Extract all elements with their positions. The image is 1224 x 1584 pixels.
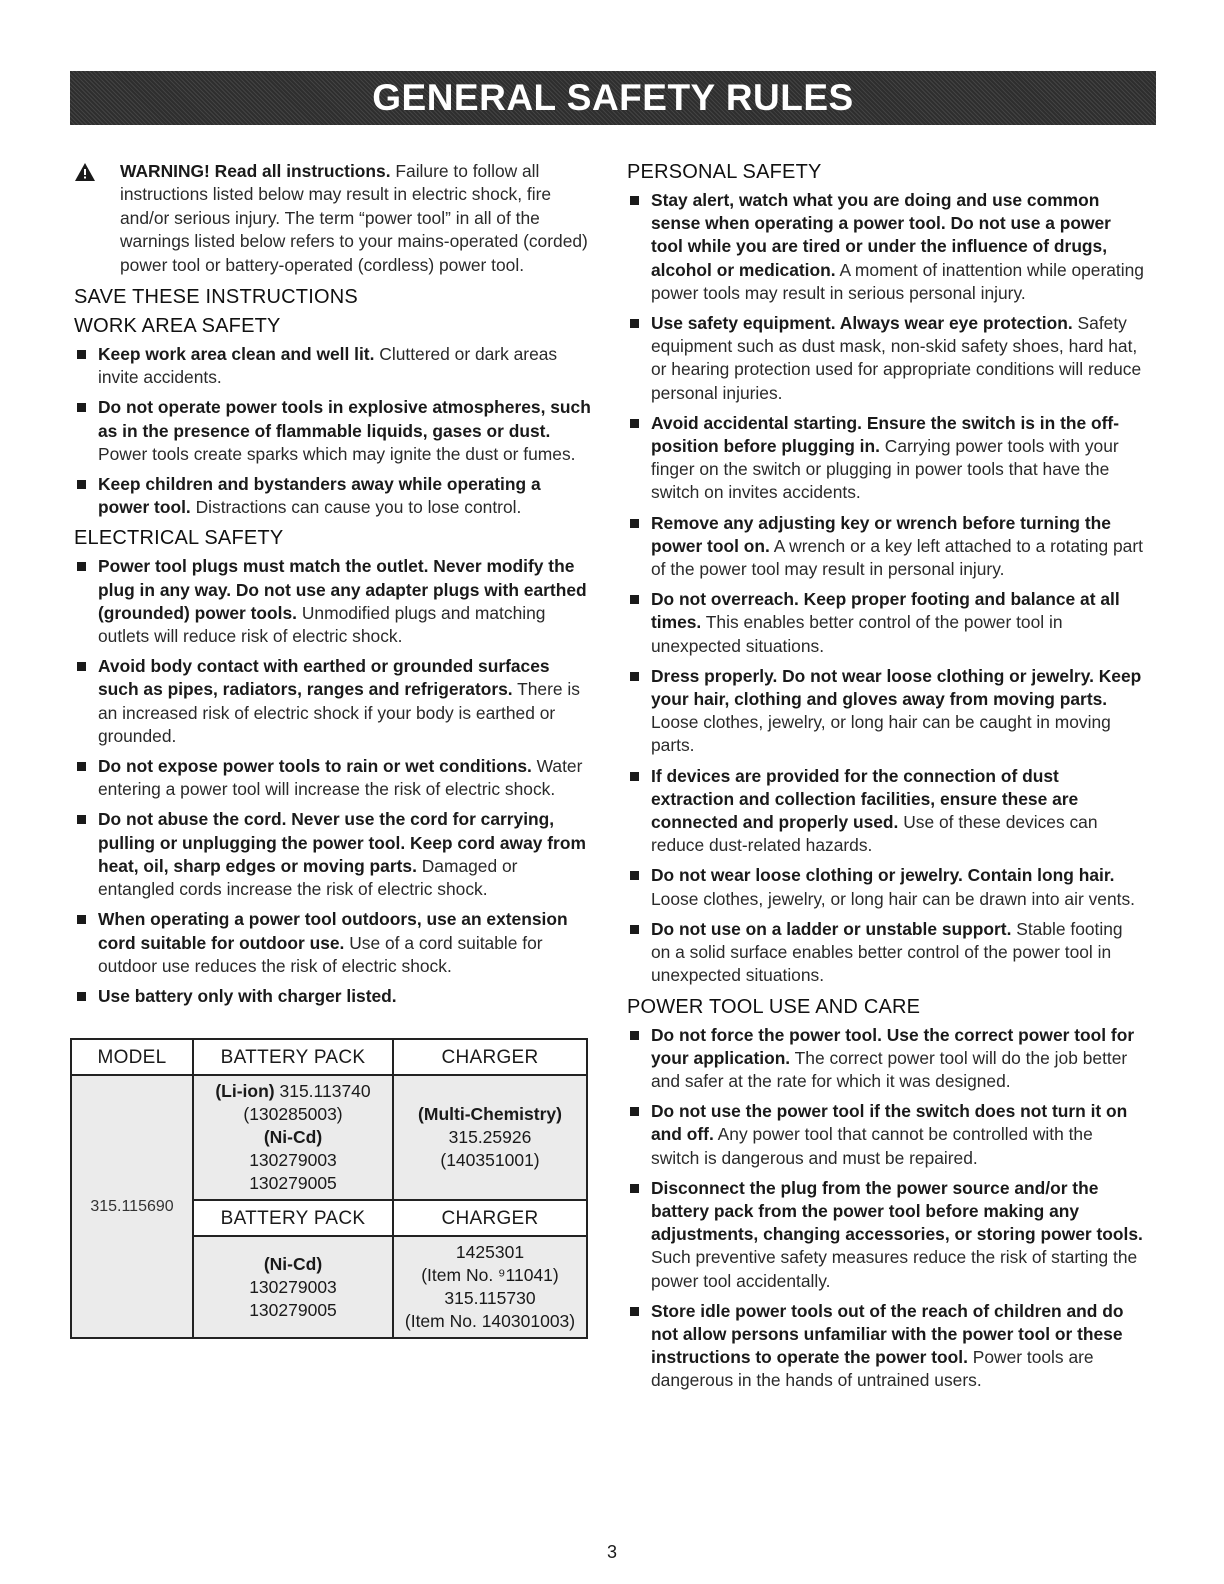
list-item — [627, 312, 1145, 405]
work-area-heading: WORK AREA SAFETY — [74, 315, 281, 338]
model-cell: 315.115690 — [71, 1075, 193, 1338]
charger-header: CHARGER — [393, 1039, 587, 1075]
item-bold: Store idle power tools out of the reach of children and do not allow persons unfamiliar with the power tool or these instructions to operate the power tool. — [651, 1300, 1124, 1368]
list-item — [627, 765, 1145, 858]
charger-cell-2 — [393, 1236, 587, 1338]
charger-value: 315.115730 — [444, 1288, 536, 1309]
item-text: Any power tool that cannot be controlled with the switch is dangerous and must be repaired. — [651, 1124, 1093, 1168]
list-item — [74, 908, 594, 978]
item-bold: Remove any adjusting key or wrench before turning the power tool on. — [651, 512, 1111, 556]
ni-cd-label: (Ni-Cd) — [263, 1253, 323, 1274]
item-bold: Keep children and bystanders away while operating a power tool. — [98, 474, 541, 518]
list-item — [74, 655, 594, 748]
item-bold: Use safety equipment. Always wear eye protection. — [651, 313, 1073, 334]
item-text: Distractions can cause you to lose control. — [190, 497, 522, 518]
bullet-icon — [630, 519, 639, 528]
item-bold: Do not operate power tools in explosive atmospheres, such as in the presence of flammable liquids, gases or dust. — [98, 397, 591, 441]
item-bold: Stay alert, watch what you are doing and use common sense when operating a power tool. Do not use a power tool while you are tired or under the influence of drugs, alcohol or medication. — [651, 190, 1111, 280]
list-item — [627, 1177, 1145, 1293]
item-bold: Avoid accidental starting. Ensure the switch is in the off-position before plugging in. — [651, 412, 1120, 457]
list-item — [74, 555, 594, 648]
item-text: Cluttered or dark areas invite accidents. — [98, 344, 558, 388]
power-tool-list — [627, 1024, 1145, 1393]
item-bold: Do not expose power tools to rain or wet conditions. — [98, 756, 532, 777]
personal-heading: PERSONAL SAFETY — [627, 161, 822, 183]
charger-cell-1 — [393, 1075, 587, 1200]
list-item — [627, 189, 1145, 305]
battery-cell-2 — [193, 1236, 393, 1338]
save-instructions-heading: SAVE THESE INSTRUCTIONS — [74, 286, 358, 309]
right-column — [627, 160, 1145, 1400]
item-bold: Do not use the power tool if the switch does not turn it on and off. — [651, 1101, 1128, 1145]
electrical-list — [74, 555, 594, 1008]
battery-value: (130285003) — [243, 1104, 343, 1125]
item-bold: Do not abuse the cord. Never use the cord for carrying, pulling or unplugging the power tool. Keep cord away from heat, oil, sharp edges or moving parts. — [98, 809, 586, 876]
battery-header: BATTERY PACK — [193, 1039, 393, 1075]
bullet-icon — [77, 562, 86, 571]
item-bold: Do not overreach. Keep proper footing and balance at all times. — [651, 589, 1120, 633]
battery-charger-table — [70, 1038, 588, 1339]
electrical-heading: ELECTRICAL SAFETY — [74, 527, 284, 550]
work-area-list — [74, 343, 594, 519]
item-bold: Do not wear loose clothing or jewelry. Contain long hair. — [651, 865, 1115, 886]
item-text: The correct power tool will do the job better and safer at the rate for which it was designed. — [651, 1047, 1128, 1091]
item-text: This enables better control of the power tool in unexpected situations. — [651, 612, 1063, 656]
battery-cell-1 — [193, 1075, 393, 1200]
item-bold: Avoid body contact with earthed or grounded surfaces such as pipes, radiators, ranges and refrigerators. — [98, 656, 550, 700]
list-item — [74, 808, 594, 901]
bullet-icon — [630, 925, 639, 934]
charger-header-2: CHARGER — [393, 1200, 587, 1236]
item-text: Loose clothes, jewelry, or long hair can be drawn into air vents. — [651, 888, 1135, 909]
bullet-icon — [630, 419, 639, 428]
bullet-icon — [77, 662, 86, 671]
list-item — [627, 1024, 1145, 1094]
warning-block — [74, 160, 594, 277]
bullet-icon — [630, 1107, 639, 1116]
battery-value: 130279005 — [249, 1299, 337, 1320]
bullet-icon — [77, 403, 86, 412]
charger-value: 315.25926 — [448, 1127, 532, 1148]
item-bold: Use battery only with charger listed. — [98, 985, 397, 1006]
bullet-icon — [77, 350, 86, 359]
item-bold: When operating a power tool outdoors, use an extension cord suitable for outdoor use. — [98, 909, 568, 953]
item-bold: Power tool plugs must match the outlet. Never modify the plug in any way. Do not use any adapter plugs with earthed (grounded) power tools. — [98, 556, 587, 623]
bullet-icon — [630, 196, 639, 205]
list-item — [627, 918, 1145, 988]
charger-value: (140351001) — [440, 1150, 540, 1171]
battery-header-2: BATTERY PACK — [193, 1200, 393, 1236]
li-ion-label: (Li-ion) — [215, 1081, 275, 1102]
item-text: A wrench or a key left attached to a rotating part of the power tool may result in personal injury. — [651, 535, 1143, 580]
item-bold: Do not use on a ladder or unstable support. — [651, 918, 1012, 939]
list-item — [74, 473, 594, 519]
item-text: Water entering a power tool will increase the risk of electric shock. — [98, 756, 583, 800]
bullet-icon — [630, 871, 639, 880]
personal-list — [627, 189, 1145, 988]
warning-lead: WARNING! Read all instructions. — [120, 161, 391, 181]
bullet-icon — [630, 1184, 639, 1193]
page-title: GENERAL SAFETY RULES — [372, 77, 854, 118]
charger-table-wrap — [70, 1038, 594, 1339]
item-bold: Disconnect the plug from the power source and/or the battery pack from the power tool before making any adjustments, changing accessories, or storing power tools. — [651, 1177, 1143, 1245]
item-text: Unmodified plugs and matching outlets will reduce risk of electric shock. — [98, 602, 546, 647]
bullet-icon — [630, 319, 639, 328]
list-item — [627, 588, 1145, 658]
list-item — [74, 343, 594, 389]
bullet-icon — [77, 915, 86, 924]
item-text: Damaged or entangled cords increase the risk of electric shock. — [98, 855, 518, 900]
ni-cd-label: (Ni-Cd) — [263, 1127, 323, 1148]
model-header: MODEL — [71, 1039, 193, 1075]
item-text: Safety equipment such as dust mask, non-skid safety shoes, hard hat, or hearing protection used for appropriate conditions will reduce personal injuries. — [651, 313, 1142, 403]
item-text: Use of a cord suitable for outdoor use reduces the risk of electric shock. — [98, 932, 543, 976]
item-text: A moment of inattention while operating power tools may result in serious personal injury. — [651, 259, 1144, 303]
item-text: Power tools are dangerous in the hands of untrained users. — [651, 1347, 1094, 1391]
battery-value: 130279003 — [249, 1150, 337, 1171]
multi-chemistry-label: (Multi-Chemistry) — [418, 1104, 562, 1125]
item-bold: If devices are provided for the connection of dust extraction and collection facilities, ensure these are connected and properly used. — [651, 765, 1079, 833]
battery-value: 315.113740 — [274, 1081, 371, 1102]
item-text: Loose clothes, jewelry, or long hair can be caught in moving parts. — [651, 712, 1111, 756]
bullet-icon — [630, 595, 639, 604]
left-column — [74, 160, 594, 1339]
item-text: Carrying power tools with your finger on the switch or plugging in power tools that have the switch on invites accidents. — [651, 436, 1119, 503]
warning-text: Failure to follow all instructions listed below may result in electric shock, fire and/or serious injury. The term “power tool” in all of the warnings listed below refers to your mains-operated (corded) power tool or battery-operated (cordless) power tool. — [120, 161, 588, 275]
title-banner — [70, 71, 1156, 125]
list-item — [627, 665, 1145, 758]
item-bold: Dress properly. Do not wear loose clothing or jewelry. Keep your hair, clothing and gloves away from moving parts. — [651, 665, 1142, 710]
battery-value: 130279003 — [249, 1276, 337, 1297]
item-text: Use of these devices can reduce dust-related hazards. — [651, 812, 1098, 856]
charger-value: (Item No. 140301003) — [404, 1311, 576, 1332]
item-text: Such preventive safety measures reduce the risk of starting the power tool accidentally. — [651, 1247, 1138, 1291]
list-item — [627, 1300, 1145, 1393]
list-item — [74, 985, 594, 1008]
list-item — [627, 412, 1145, 505]
bullet-icon — [77, 480, 86, 489]
item-text: There is an increased risk of electric shock if your body is earthed or grounded. — [98, 679, 580, 746]
bullet-icon — [77, 762, 86, 771]
list-item — [627, 864, 1145, 910]
item-text: Stable footing on a solid surface enables better control of the power tool in unexpected situations. — [651, 918, 1123, 986]
list-item — [627, 1100, 1145, 1170]
bullet-icon — [630, 772, 639, 781]
charger-value: 1425301 — [455, 1242, 525, 1263]
bullet-icon — [630, 1307, 639, 1316]
bullet-icon — [77, 992, 86, 1001]
list-item — [74, 755, 594, 801]
item-text: Power tools create sparks which may ignite the dust or fumes. — [98, 443, 576, 464]
charger-value: (Item No. ⁹11041) — [421, 1265, 559, 1286]
battery-value: 130279005 — [249, 1173, 337, 1194]
item-bold: Keep work area clean and well lit. — [98, 344, 375, 365]
bullet-icon — [630, 1031, 639, 1040]
item-bold: Do not force the power tool. Use the correct power tool for your application. — [651, 1024, 1135, 1068]
bullet-icon — [630, 672, 639, 681]
power-tool-heading: POWER TOOL USE AND CARE — [627, 995, 921, 1018]
page-number: 3 — [606, 1542, 617, 1562]
bullet-icon — [77, 815, 86, 824]
warning-triangle-icon — [74, 162, 96, 182]
list-item — [74, 396, 594, 466]
list-item — [627, 512, 1145, 582]
